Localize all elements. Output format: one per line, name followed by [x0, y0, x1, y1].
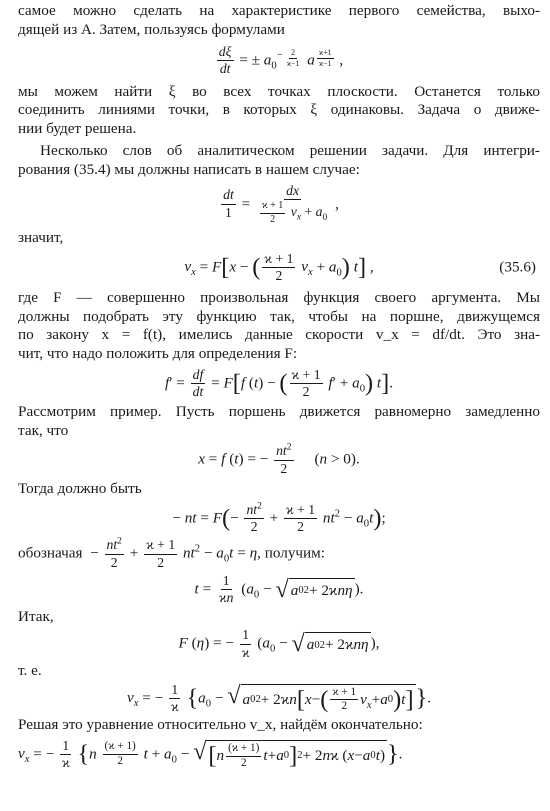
text-line: дящей из A. Затем, пользуясь формулами: [18, 20, 285, 38]
text-line: должны подобрать эту функцию так, чтобы на поршне, движущемся: [18, 307, 540, 325]
text-line: так, что: [18, 421, 69, 439]
text-line: значит,: [18, 229, 64, 247]
text-line: рования (35.4) мы должны написать в нашем случае:: [18, 161, 360, 178]
text-line: где F — совершенно произвольная функция своего аргумента. Мы: [18, 289, 540, 307]
text-line: Решая это уравнение относительно v_x, найдём окончательно:: [18, 716, 423, 734]
text-line-oboznachaya: обозначая − $\frac{nt^2}{2}$ + $\frac{ϰ + 1}{2}$ $nt^2 - a_0t = \eta$, получим:: [18, 535, 326, 570]
text-line: мы можем найти ξ во всех точках плоскости. Останется только: [18, 82, 540, 100]
text-line: Тогда должно быть: [18, 480, 142, 498]
text-line: чит, что надо положить для определения F:: [18, 345, 298, 362]
text-line: нии будет решена.: [18, 119, 137, 137]
equation-f-prime: f′ = $\frac{df}{dt}$ = F[f (t) − ( $\frac{ϰ + 1}{2}$ $f' + a_0$) t].: [164, 366, 394, 399]
equation-vx-final: $v_x$ = − $\frac{1}{ϰ}$ {n $\frac{(ϰ + 1)}{2}$ $t + a_0$ − √ [ n $\frac{(ϰ + 1)}{2}$ t + a 0 ] 2 + 2 n ϰ ( x − a 0 t ) }.: [18, 737, 403, 771]
equation-dxi-dt: $\frac{d\xi}{dt}$ = ± $a_0^{- \frac{2}{ϰ-1}}$ a $^{\frac{ϰ+1}{ϰ-1}}$ ,: [218, 44, 344, 77]
text-line: т. е.: [18, 662, 42, 680]
text-line: соединить линиями точки, в которых ξ одинаковы. Задача о движе-: [18, 101, 540, 119]
equation-F-eta: F (η) = − $\frac{1}{ϰ}$ ($a_0$ − √ a 0 2 + 2ϰ nη ),: [178, 627, 380, 660]
equation-t-eta: t = $\frac{1}{ϰn}$ ($a_0$ − √ a 0 2 + 2ϰ nη ).: [194, 573, 364, 606]
equation-vx-implicit: $v_x$ = − $\frac{1}{ϰ}$ {$a_0$ − √ a 0 2 + 2ϰ n [ x − ( $\frac{ϰ + 1}{2}$ $v_x$ + a 0 ) t ] }.: [126, 681, 432, 714]
text-line: самое можно сделать на характеристике первого семейства, выхо-: [18, 2, 540, 19]
equation-35-6: $v_x = F[x$ − ( $\frac{ϰ + 1}{2}$ $v_x + a_0$) t] , (35.6): [184, 250, 536, 283]
document-page: [0, 2, 550, 811]
equation-number: (35.6): [499, 258, 536, 276]
equation-dt-dx: $\frac{dt}{1}$ = dx $\frac{ϰ + 1}{2}$ $v_x + a_0$ ,: [223, 182, 339, 225]
equation-x-ft: x = f (t) = − $\frac{nt^2}{2}$ (n > 0).: [198, 441, 360, 476]
poluchim-label: , получим:: [257, 544, 326, 562]
oboznachaya-label: обозначая: [18, 544, 83, 562]
equation-nt: − nt = F(− $\frac{nt^2}{2}$ + $\frac{ϰ + 1}{2}$ $nt^2 - a_0t$);: [172, 500, 386, 534]
text-line: Рассмотрим пример. Пусть поршень движется равномерно замедленно: [18, 403, 540, 421]
text-line: Несколько слов об аналитическом решении задачи. Для интегри-: [40, 142, 540, 160]
text-line: по закону x = f(t), имелись данные скорости v_x = df/dt. Это зна-: [18, 326, 540, 344]
text-line: Итак,: [18, 607, 54, 625]
